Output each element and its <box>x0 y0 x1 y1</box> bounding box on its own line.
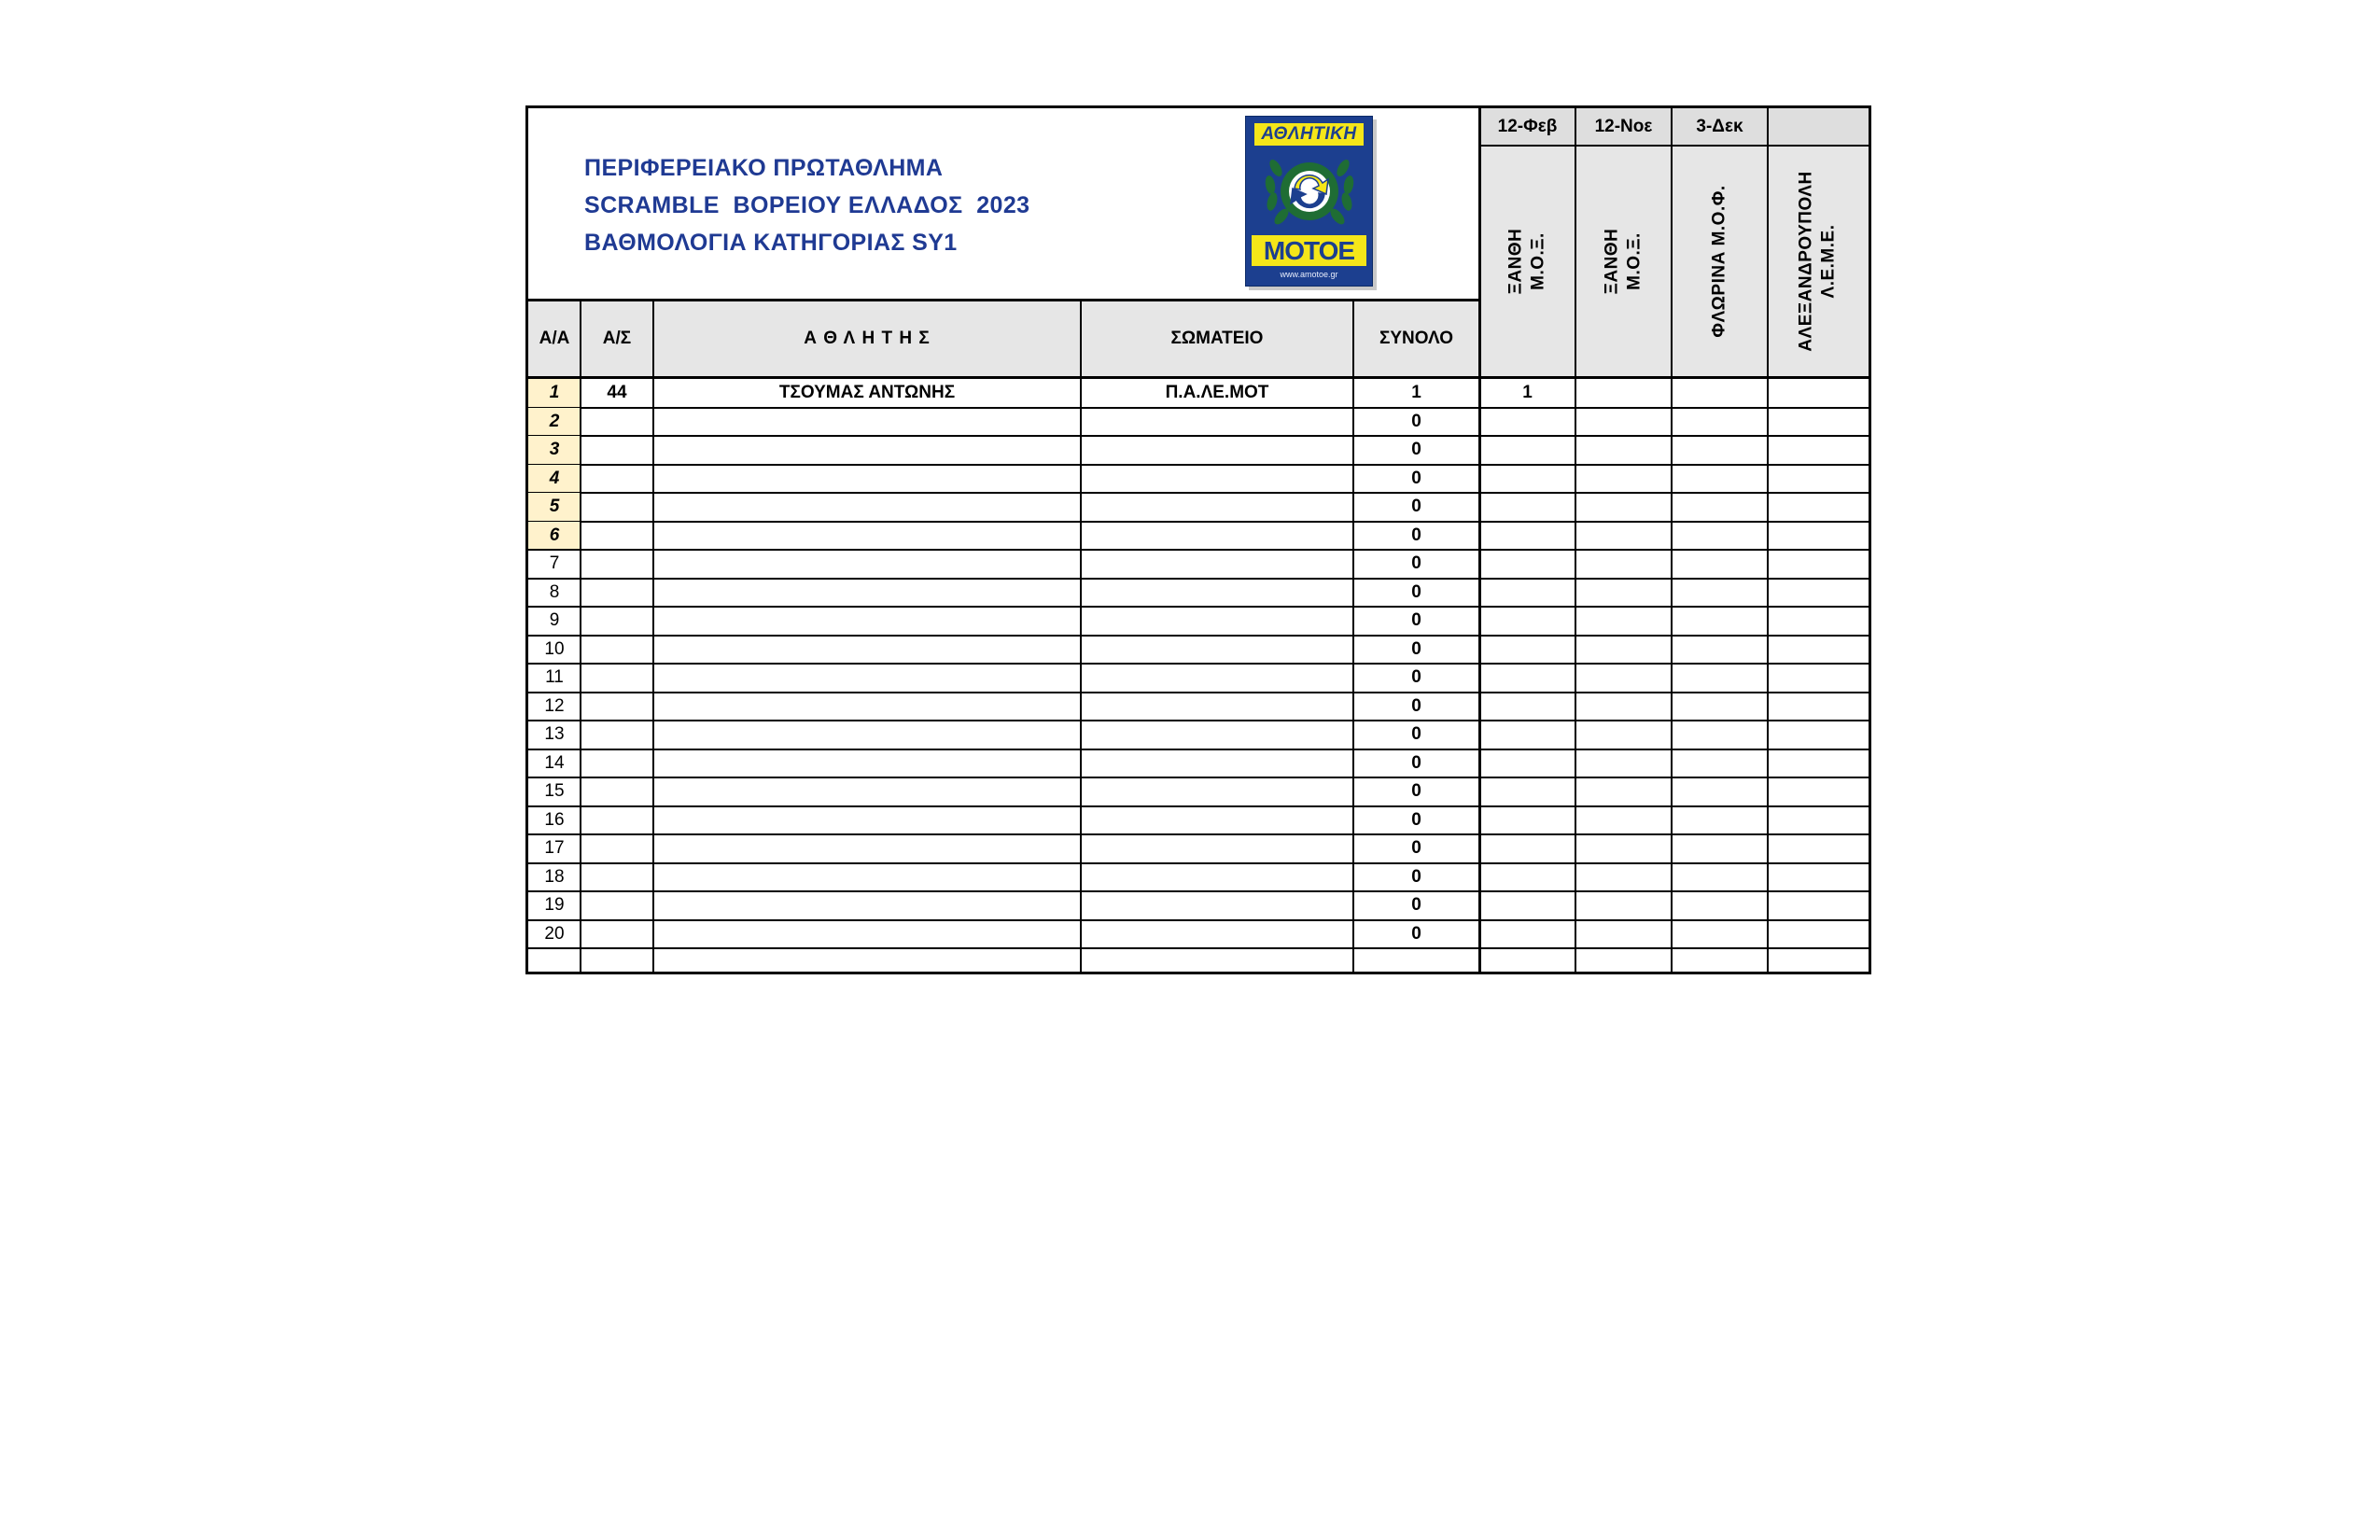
cell-aa: 11 <box>545 667 564 688</box>
cell-athlete <box>653 721 1081 749</box>
cell-race-2 <box>1575 948 1672 977</box>
cell-athlete <box>653 920 1081 949</box>
column-header-aa: Α/Α <box>539 328 570 348</box>
cell-race-1: 1 <box>1522 383 1533 403</box>
cell-as <box>581 948 653 977</box>
cell-club <box>1081 948 1353 977</box>
race-4-venue <box>1768 147 1869 376</box>
column-header-athlete: Α Θ Λ Η Τ Η Σ <box>804 328 931 348</box>
title-line-1: ΠΕΡΙΦΕΡΕΙΑΚΟ ΠΡΩΤΑΘΛΗΜΑ <box>584 155 944 181</box>
cell-race-3 <box>1672 749 1768 778</box>
cell-athlete <box>653 436 1081 465</box>
logo-bottom-text: ΜΟΤΟΕ <box>1252 235 1366 266</box>
cell-as <box>581 664 653 693</box>
cell-as <box>581 550 653 579</box>
cell-as <box>581 607 653 636</box>
race-1-venue <box>1479 147 1575 376</box>
cell-race-3 <box>1672 721 1768 749</box>
cell-race-2 <box>1575 749 1672 778</box>
cell-athlete <box>653 834 1081 863</box>
cell-athlete <box>653 863 1081 892</box>
cell-club <box>1081 493 1353 522</box>
cell-race-1 <box>1479 493 1575 522</box>
cell-club <box>1081 579 1353 608</box>
cell-race-3 <box>1672 948 1768 977</box>
cell-aa: 15 <box>544 781 565 802</box>
cell-club <box>1081 550 1353 579</box>
cell-race-2 <box>1575 693 1672 721</box>
cell-aa: 4 <box>528 465 581 494</box>
cell-race-2 <box>1575 777 1672 806</box>
race-1-venue-line2: Μ.Ο.Ξ. <box>1528 232 1548 290</box>
cell-aa: 18 <box>544 866 565 887</box>
cell-club <box>1081 834 1353 863</box>
cell-race-4 <box>1768 863 1869 892</box>
cell-race-1 <box>1479 408 1575 437</box>
cell-as <box>581 436 653 465</box>
cell-race-3 <box>1672 579 1768 608</box>
cell-club <box>1081 607 1353 636</box>
col-divider-club <box>1352 300 1354 973</box>
cell-total: 0 <box>1411 695 1421 716</box>
cell-aa: 5 <box>528 493 581 522</box>
col-divider-race3 <box>1767 108 1769 973</box>
cell-race-3 <box>1672 834 1768 863</box>
amotoe-logo <box>1245 116 1373 287</box>
cell-aa: 19 <box>544 895 565 916</box>
cell-race-4 <box>1768 948 1869 977</box>
cell-as <box>581 920 653 949</box>
title-line-3: ΒΑΘΜΟΛΟΓΙΑ ΚΑΤΗΓΟΡΙΑΣ SY1 <box>584 230 958 256</box>
cell-race-1 <box>1479 436 1575 465</box>
cell-race-4 <box>1768 721 1869 749</box>
cell-race-1 <box>1479 664 1575 693</box>
cell-club <box>1081 806 1353 835</box>
cell-total: 0 <box>1411 667 1421 688</box>
cell-race-4 <box>1768 465 1869 494</box>
cell-race-1 <box>1479 522 1575 551</box>
cell-race-4 <box>1768 379 1869 408</box>
col-divider-race2 <box>1671 108 1673 973</box>
race-2-venue-line2: Μ.Ο.Ξ. <box>1624 232 1645 290</box>
cell-club <box>1081 465 1353 494</box>
cell-club <box>1081 749 1353 778</box>
cell-athlete <box>653 777 1081 806</box>
cell-race-2 <box>1575 920 1672 949</box>
cell-race-4 <box>1768 408 1869 437</box>
cell-athlete <box>653 607 1081 636</box>
cell-race-3 <box>1672 664 1768 693</box>
cell-club <box>1081 721 1353 749</box>
cell-as <box>581 863 653 892</box>
cell-aa: 1 <box>528 379 581 408</box>
cell-race-4 <box>1768 550 1869 579</box>
cell-aa: 2 <box>528 408 581 437</box>
cell-total: 0 <box>1411 581 1421 602</box>
cell-total: 0 <box>1411 638 1421 659</box>
cell-as <box>581 834 653 863</box>
cell-race-1 <box>1479 834 1575 863</box>
cell-race-2 <box>1575 863 1672 892</box>
cell-total: 0 <box>1411 724 1421 745</box>
cell-race-2 <box>1575 806 1672 835</box>
cell-aa: 20 <box>544 923 565 944</box>
cell-race-3 <box>1672 636 1768 665</box>
cell-as <box>581 493 653 522</box>
cell-race-3 <box>1672 465 1768 494</box>
cell-aa: 14 <box>544 752 565 773</box>
cell-total: 1 <box>1411 383 1421 403</box>
cell-aa: 7 <box>549 553 560 574</box>
cell-race-2 <box>1575 579 1672 608</box>
column-header-club: ΣΩΜΑΤΕΙΟ <box>1170 328 1264 348</box>
race-1-date: 12-Φεβ <box>1497 116 1558 136</box>
cell-race-1 <box>1479 579 1575 608</box>
cell-athlete <box>653 579 1081 608</box>
cell-total: 0 <box>1411 525 1421 545</box>
cell-race-3 <box>1672 891 1768 920</box>
cell-race-1 <box>1479 948 1575 977</box>
col-divider-as <box>652 300 654 973</box>
laurel-emblem-icon <box>1263 147 1356 235</box>
cell-race-1 <box>1479 806 1575 835</box>
cell-club <box>1081 436 1353 465</box>
cell-race-1 <box>1479 607 1575 636</box>
cell-total: 0 <box>1411 866 1421 887</box>
cell-aa: 13 <box>544 724 565 745</box>
cell-race-2 <box>1575 465 1672 494</box>
cell-race-4 <box>1768 777 1869 806</box>
col-divider-race1 <box>1575 108 1576 973</box>
cell-club <box>1081 863 1353 892</box>
cell-race-4 <box>1768 636 1869 665</box>
cell-aa: 8 <box>549 581 560 602</box>
cell-race-1 <box>1479 693 1575 721</box>
cell-total: 0 <box>1411 838 1421 859</box>
cell-race-2 <box>1575 636 1672 665</box>
cell-race-4 <box>1768 834 1869 863</box>
cell-aa: 17 <box>544 838 565 859</box>
cell-total: 0 <box>1411 411 1421 431</box>
cell-total: 0 <box>1411 923 1421 944</box>
cell-race-2 <box>1575 891 1672 920</box>
cell-race-1 <box>1479 891 1575 920</box>
cell-athlete <box>653 749 1081 778</box>
cell-as <box>581 579 653 608</box>
cell-athlete <box>653 806 1081 835</box>
cell-race-2 <box>1575 721 1672 749</box>
title-line-2: SCRAMBLE ΒΟΡΕΙΟΥ ΕΛΛΑΔΟΣ 2023 <box>584 192 1030 218</box>
cell-athlete <box>653 465 1081 494</box>
cell-athlete: ΤΣΟΥΜΑΣ ΑΝΤΩΝΗΣ <box>778 383 956 403</box>
cell-total: 0 <box>1411 752 1421 773</box>
column-header-as: Α/Σ <box>602 328 632 348</box>
cell-race-3 <box>1672 777 1768 806</box>
cell-as <box>581 777 653 806</box>
race-3-date: 3-Δεκ <box>1696 116 1743 136</box>
cell-athlete <box>653 408 1081 437</box>
cell-club <box>1081 891 1353 920</box>
cell-race-3 <box>1672 607 1768 636</box>
column-header-total: ΣΥΝΟΛΟ <box>1379 328 1453 348</box>
cell-total: 0 <box>1411 610 1421 631</box>
cell-total: 0 <box>1411 497 1421 517</box>
cell-race-1 <box>1479 636 1575 665</box>
cell-race-2 <box>1575 408 1672 437</box>
cell-race-3 <box>1672 806 1768 835</box>
cell-race-3 <box>1672 920 1768 949</box>
cell-total: 0 <box>1411 809 1421 830</box>
cell-aa: 6 <box>528 522 581 551</box>
cell-as <box>581 721 653 749</box>
cell-race-4 <box>1768 664 1869 693</box>
race-4-venue-line1: ΑΛΕΞΑΝΔΡΟΥΠΟΛΗ <box>1797 171 1816 352</box>
logo-top-text: ΑΘΛΗΤΙΚΗ <box>1254 123 1364 146</box>
race-3-venue <box>1672 147 1768 376</box>
cell-as <box>581 891 653 920</box>
cell-club <box>1081 777 1353 806</box>
cell-race-4 <box>1768 493 1869 522</box>
cell-total: 0 <box>1411 553 1421 574</box>
cell-athlete <box>653 636 1081 665</box>
cell-race-1 <box>1479 721 1575 749</box>
cell-club <box>1081 664 1353 693</box>
col-divider-total <box>1478 108 1481 973</box>
cell-race-3 <box>1672 550 1768 579</box>
title-block <box>584 149 1029 261</box>
cell-aa: 16 <box>544 809 565 830</box>
cell-race-2 <box>1575 607 1672 636</box>
cell-as <box>581 693 653 721</box>
cell-athlete <box>653 664 1081 693</box>
cell-club: Π.Α.ΛΕ.ΜΟΤ <box>1165 383 1269 403</box>
cell-total: 0 <box>1411 781 1421 802</box>
cell-race-1 <box>1479 749 1575 778</box>
cell-race-3 <box>1672 379 1768 408</box>
cell-race-4 <box>1768 607 1869 636</box>
cell-aa: 12 <box>544 695 565 716</box>
cell-race-4 <box>1768 522 1869 551</box>
cell-race-4 <box>1768 749 1869 778</box>
cell-race-1 <box>1479 920 1575 949</box>
cell-athlete <box>653 493 1081 522</box>
race-4-venue-line2: Λ.Ε.Μ.Ε. <box>1819 224 1839 299</box>
cell-as <box>581 465 653 494</box>
cell-race-2 <box>1575 550 1672 579</box>
cell-athlete <box>653 550 1081 579</box>
cell-club <box>1081 920 1353 949</box>
cell-aa: 9 <box>549 610 560 631</box>
logo-url: www.amotoe.gr <box>1280 270 1338 279</box>
col-divider-aa <box>580 300 581 973</box>
race-4-date <box>1768 108 1869 145</box>
cell-as <box>581 806 653 835</box>
cell-race-1 <box>1479 465 1575 494</box>
cell-race-1 <box>1479 550 1575 579</box>
cell-race-2 <box>1575 664 1672 693</box>
race-2-date: 12-Νοε <box>1594 116 1653 136</box>
cell-club <box>1081 693 1353 721</box>
cell-race-2 <box>1575 436 1672 465</box>
cell-total: 0 <box>1411 895 1421 916</box>
standings-sheet <box>525 105 1871 974</box>
cell-club <box>1081 408 1353 437</box>
col-divider-athlete <box>1080 300 1082 973</box>
cell-race-1 <box>1479 777 1575 806</box>
cell-race-4 <box>1768 891 1869 920</box>
cell-race-3 <box>1672 493 1768 522</box>
cell-race-3 <box>1672 436 1768 465</box>
cell-as <box>581 408 653 437</box>
cell-race-3 <box>1672 522 1768 551</box>
cell-as <box>581 749 653 778</box>
cell-as: 44 <box>607 383 627 403</box>
cell-race-4 <box>1768 920 1869 949</box>
cell-as <box>581 522 653 551</box>
cell-athlete <box>653 522 1081 551</box>
cell-race-3 <box>1672 693 1768 721</box>
cell-aa: 3 <box>528 436 581 465</box>
cell-race-3 <box>1672 408 1768 437</box>
cell-race-2 <box>1575 379 1672 408</box>
cell-club <box>1081 522 1353 551</box>
cell-as <box>581 636 653 665</box>
cell-race-4 <box>1768 436 1869 465</box>
cell-race-2 <box>1575 493 1672 522</box>
cell-race-1 <box>1479 863 1575 892</box>
cell-race-3 <box>1672 863 1768 892</box>
cell-race-4 <box>1768 693 1869 721</box>
cell-aa <box>528 948 581 977</box>
cell-club <box>1081 636 1353 665</box>
cell-total <box>1353 948 1479 977</box>
cell-athlete <box>653 693 1081 721</box>
cell-aa: 10 <box>544 638 565 659</box>
race-2-venue <box>1575 147 1672 376</box>
cell-athlete <box>653 891 1081 920</box>
race-3-venue-line1: ΦΛΩΡΙΝΑ Μ.Ο.Φ. <box>1709 185 1729 338</box>
race-1-venue-line1: ΞΑΝΘΗ <box>1505 228 1526 295</box>
cell-race-4 <box>1768 806 1869 835</box>
cell-race-2 <box>1575 522 1672 551</box>
cell-athlete <box>653 948 1081 977</box>
cell-total: 0 <box>1411 440 1421 460</box>
cell-race-2 <box>1575 834 1672 863</box>
cell-race-4 <box>1768 579 1869 608</box>
race-2-venue-line1: ΞΑΝΘΗ <box>1602 228 1622 295</box>
cell-total: 0 <box>1411 468 1421 488</box>
